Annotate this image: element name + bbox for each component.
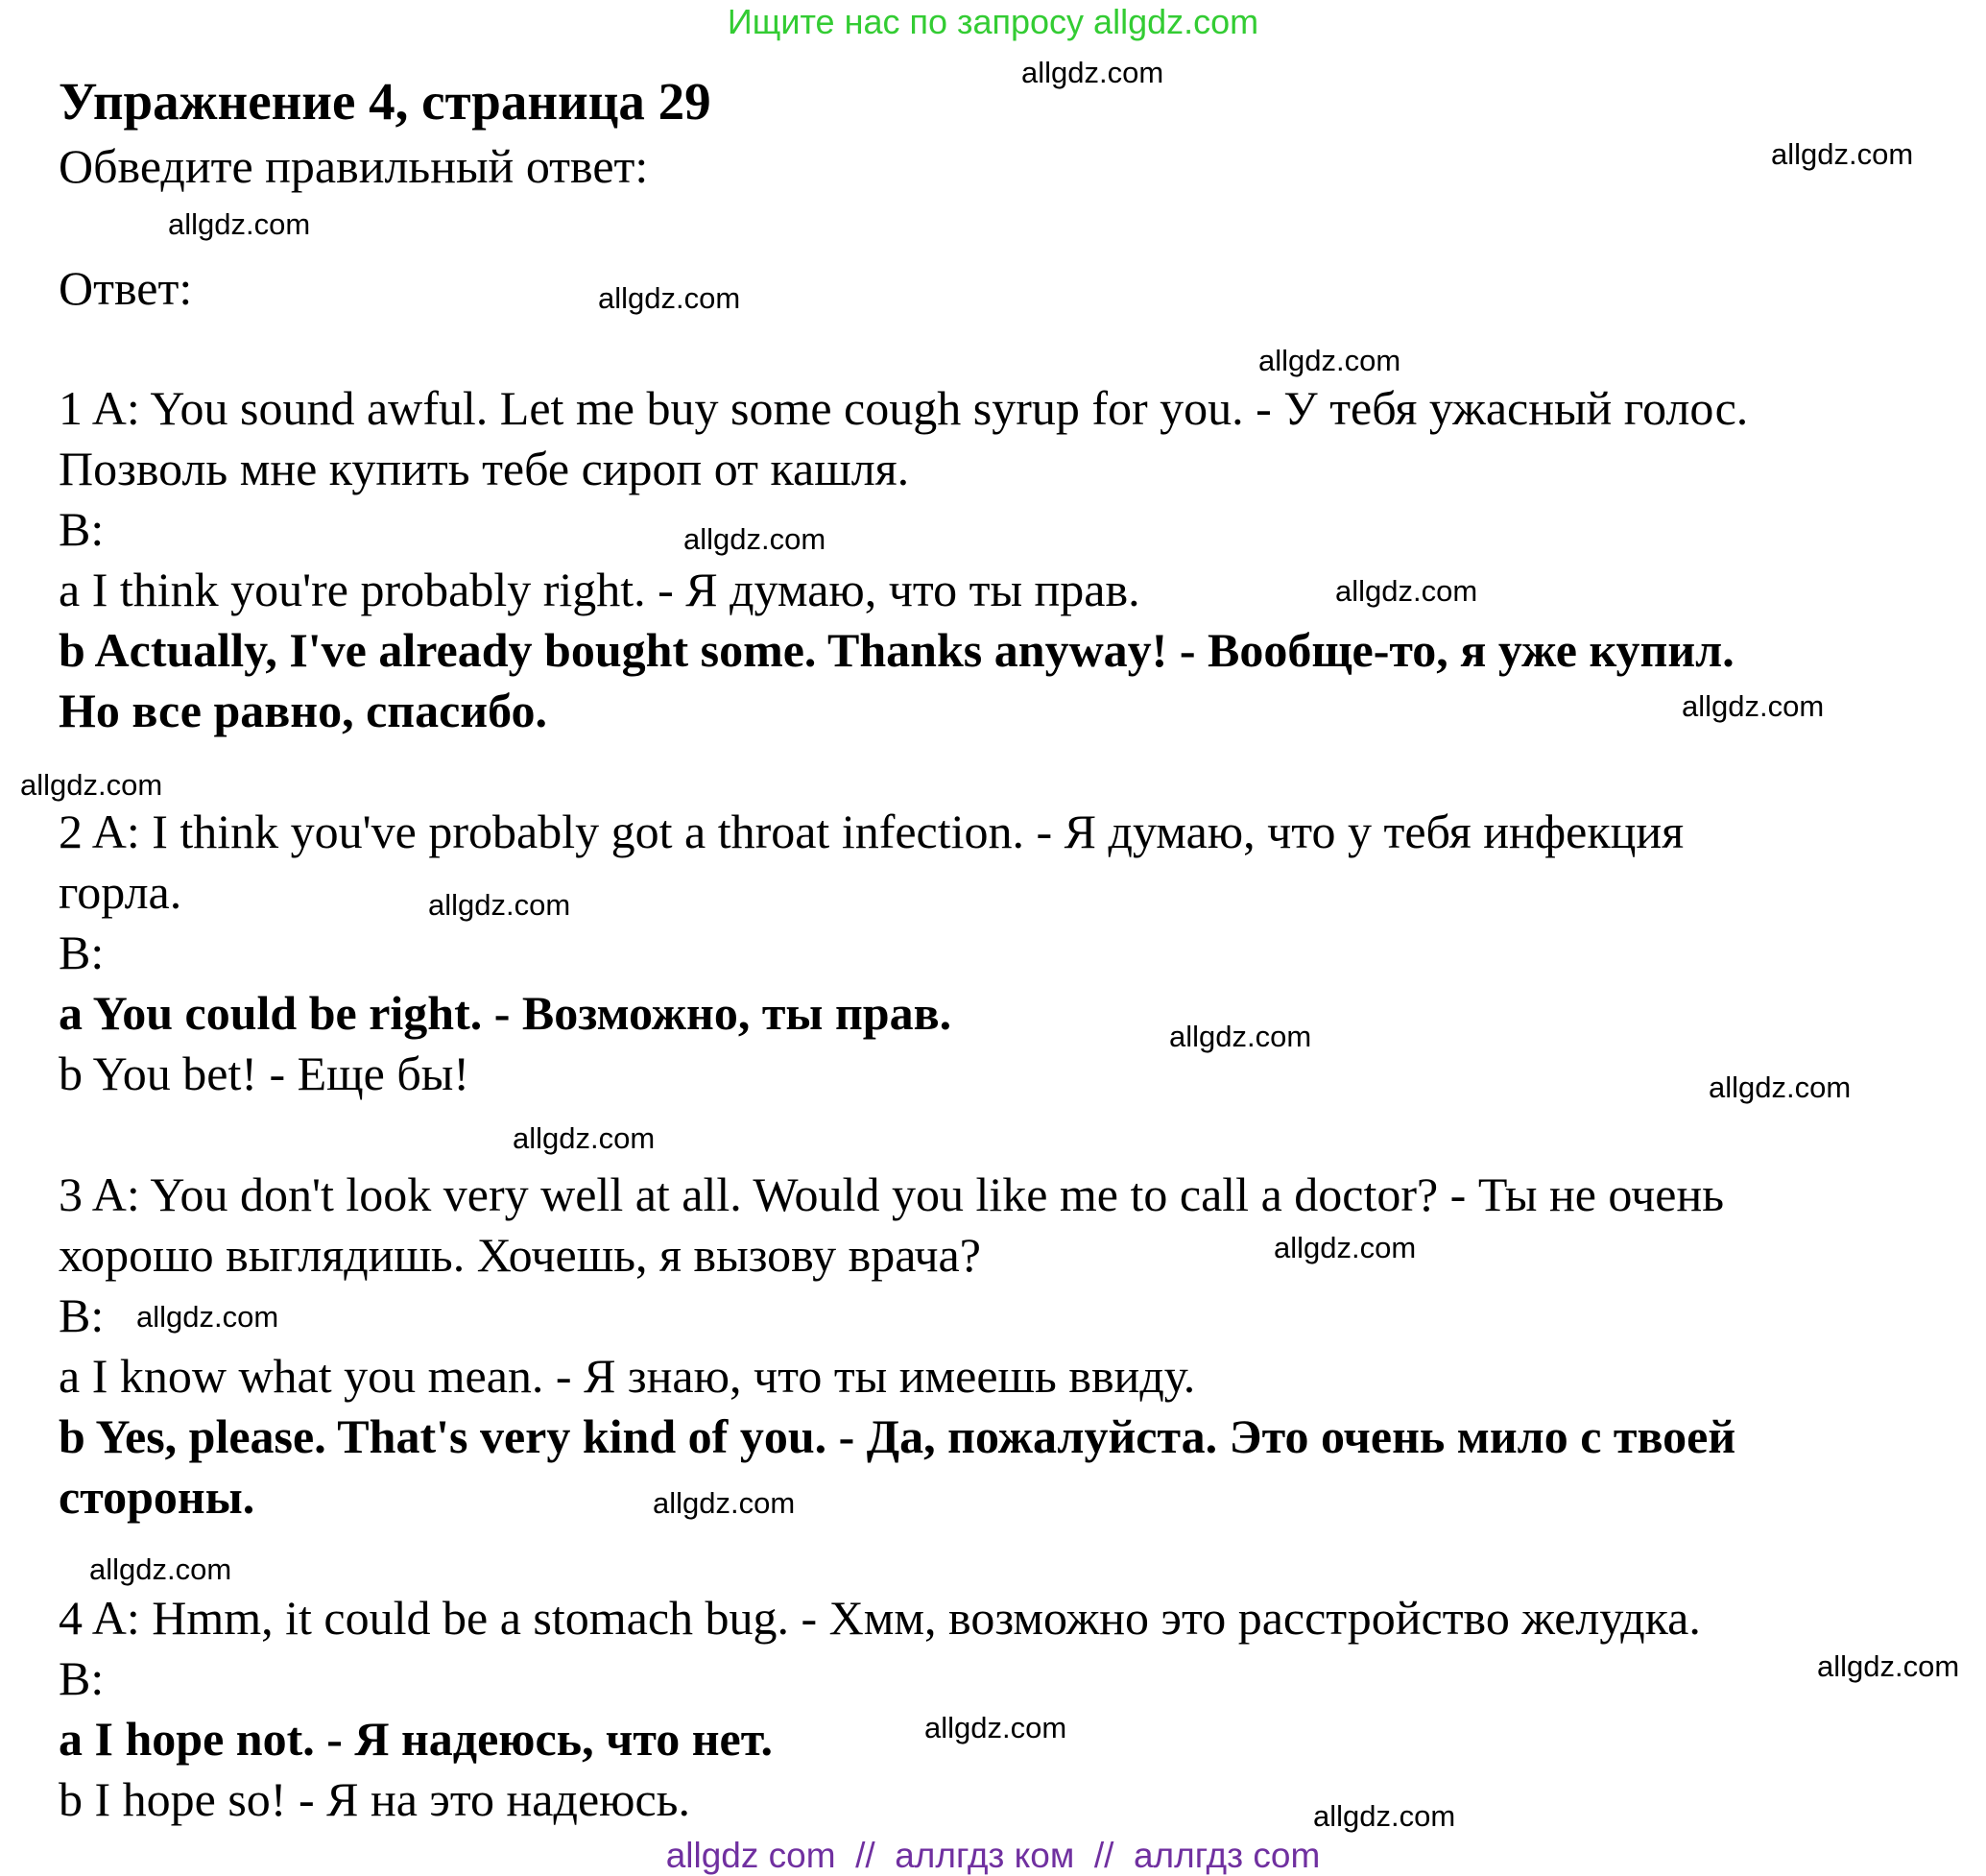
watermark: allgdz.com — [1709, 1070, 1852, 1104]
item-1-option-b-line-2: Но все равно, спасибо. — [59, 684, 547, 737]
footer-links: allgdz com // аллгдз ком // аллгдз com — [665, 1836, 1321, 1875]
item-1-option-b-line-1: b Actually, I've already bought some. Thanks anyway! - Вообще-то, я уже купил. — [59, 623, 1735, 677]
watermark: allgdz.com — [89, 1552, 232, 1586]
watermark: allgdz.com — [1021, 56, 1164, 89]
item-3-option-b-line-2: стороны. — [59, 1470, 255, 1524]
top-banner: Ищите нас по запросу allgdz.com — [727, 2, 1259, 41]
item-2-b-label: B: — [59, 926, 105, 979]
watermark: allgdz.com — [20, 768, 163, 802]
item-4-b-label: B: — [59, 1651, 105, 1705]
watermark: allgdz.com — [428, 888, 571, 922]
watermark: allgdz.com — [1682, 689, 1825, 723]
item-4-question-line-1: 4 A: Hmm, it could be a stomach bug. - Хмм, возможно это расстройство желудка. — [59, 1591, 1701, 1645]
watermark: allgdz.com — [1258, 344, 1401, 377]
answer-label: Ответ: — [59, 261, 193, 315]
item-4-option-a: a I hope not. - Я надеюсь, что нет. — [59, 1712, 774, 1766]
exercise-title: Упражнение 4, страница 29 — [59, 72, 711, 131]
watermark: allgdz.com — [1771, 137, 1914, 171]
watermark: allgdz.com — [1274, 1231, 1417, 1264]
item-3-option-a: a I know what you mean. - Я знаю, что ты имеешь ввиду. — [59, 1349, 1196, 1403]
item-1-question-line-2: Позволь мне купить тебе сироп от кашля. — [59, 442, 910, 495]
instruction-text: Обведите правильный ответ: — [59, 139, 649, 193]
item-2-question-line-1: 2 A: I think you've probably got a throat infection. - Я думаю, что у тебя инфекция — [59, 805, 1685, 858]
item-2-option-a: a You could be right. - Возможно, ты прав. — [59, 986, 952, 1040]
watermark: allgdz.com — [1335, 574, 1478, 608]
item-1-question-line-1: 1 A: You sound awful. Let me buy some cough syrup for you. - У тебя ужасный голос. — [59, 381, 1749, 435]
item-3-option-b-line-1: b Yes, please. That's very kind of you. - Да, пожалуйста. Это очень мило с твоей — [59, 1409, 1736, 1463]
watermark: allgdz.com — [653, 1486, 796, 1520]
item-3-b-label: B: — [59, 1288, 105, 1342]
item-1-option-a: a I think you're probably right. - Я думаю, что ты прав. — [59, 563, 1140, 616]
watermark: allgdz.com — [598, 281, 741, 315]
item-1-b-label: B: — [59, 502, 105, 556]
item-3-question-line-2: хорошо выглядишь. Хочешь, я вызову врача? — [59, 1228, 981, 1282]
watermark: allgdz.com — [1817, 1649, 1960, 1683]
watermark: allgdz.com — [513, 1121, 656, 1155]
watermark: allgdz.com — [136, 1300, 279, 1334]
item-2-option-b: b You bet! - Еще бы! — [59, 1046, 470, 1100]
watermark: allgdz.com — [1169, 1020, 1312, 1053]
item-3-question-line-1: 3 A: You don't look very well at all. Would you like me to call a doctor? - Ты не очень — [59, 1167, 1725, 1221]
watermark: allgdz.com — [683, 522, 826, 556]
watermark: allgdz.com — [924, 1711, 1067, 1744]
watermark: allgdz.com — [1313, 1799, 1456, 1833]
item-2-question-line-2: горла. — [59, 865, 182, 919]
item-4-option-b: b I hope so! - Я на это надеюсь. — [59, 1772, 690, 1826]
watermark: allgdz.com — [168, 207, 311, 241]
